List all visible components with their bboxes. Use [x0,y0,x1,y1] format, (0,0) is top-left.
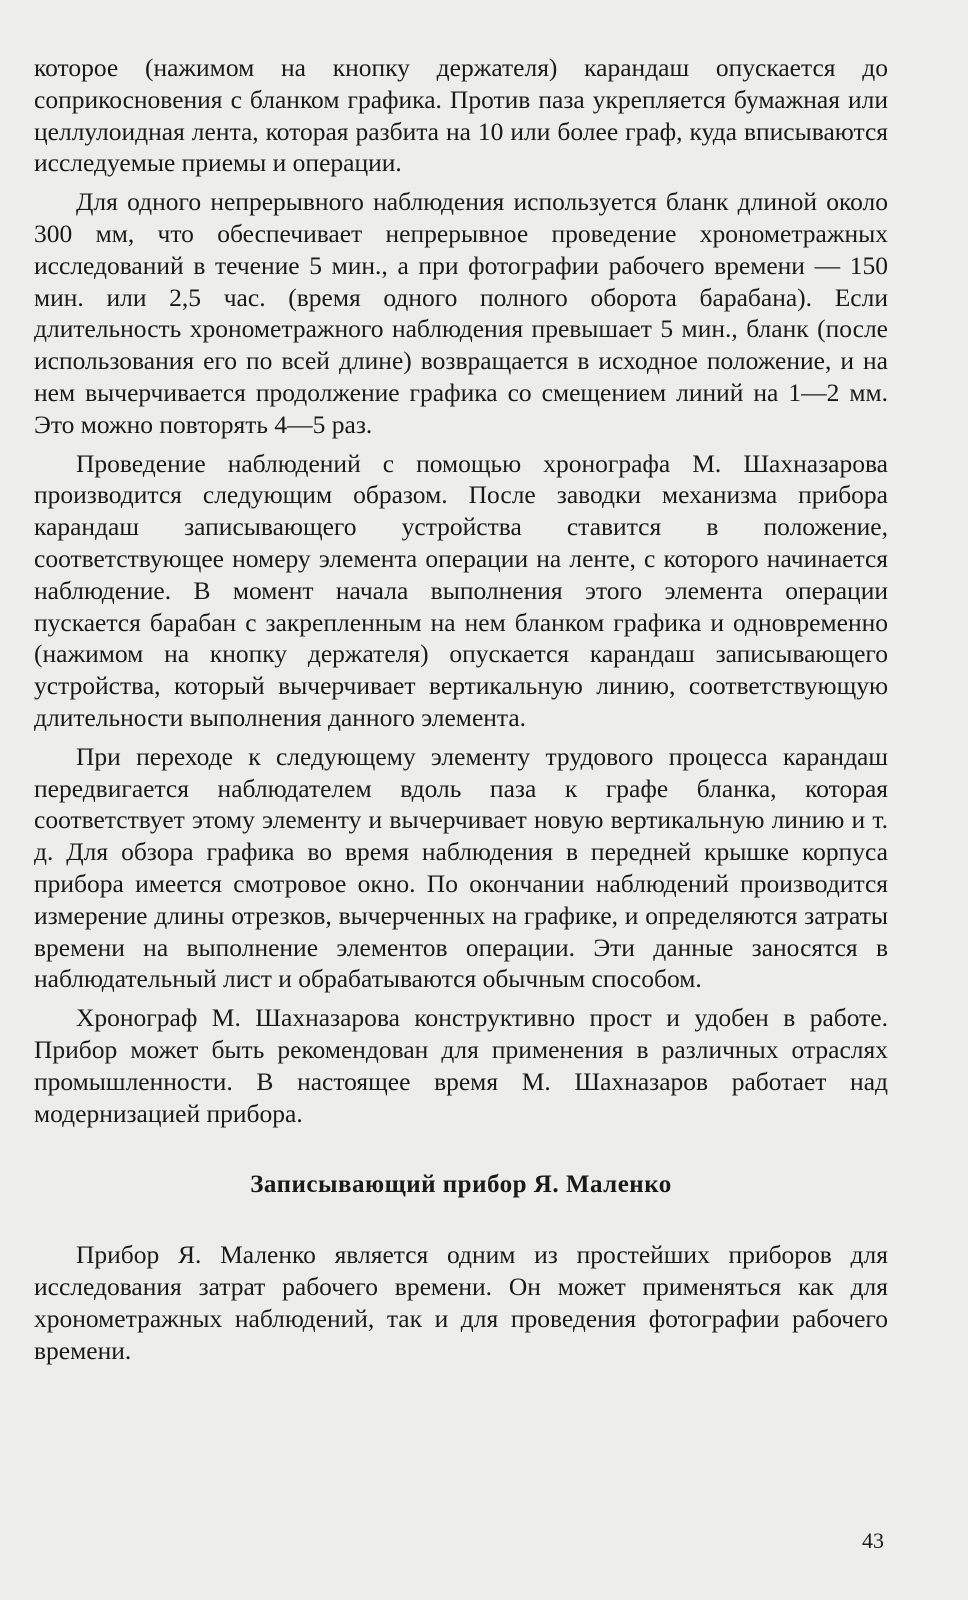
paragraph-continuation: которое (нажимом на кнопку держателя) карандаш опускается до соприкосновения с бланком графика. Против паза укрепляется бумажная или целлулоидная лента, которая разбита на 10 или более граф, куда вписываются исследуемые приемы и операции. [34,53,888,178]
paragraph-blank-length: Для одного непрерывного наблюдения используется бланк длиной около 300 мм, что обеспечивает непрерывное проведение хронометражных исследований в течение 5 мин., а при фотографии рабочего времени — 150 мин. или 2,5 час. (время одного полного оборота барабана). Если длительность хронометражного наблюдения превышает 5 мин., бланк (после использования его по всей длине) возвращается в исходное положение, и на нем вычерчивается продолжение графика со смещением линий на 1—2 мм. Это можно повторять 4—5 раз. [34,187,888,439]
page-number: 43 [862,1528,884,1553]
paragraph-next-element: При переходе к следующему элементу трудового процесса карандаш передвигается наблюдателем вдоль паза к графе бланка, которая соответствует этому элементу и вычерчивает новую вертикальную линию и т. д. Для обзора графика во время наблюдения в передней крышке корпуса прибора имеется смотровое окно. По окончании наблюдений производится измерение длины отрезков, вычерченных на графике, и определяются затраты времени на выполнение элементов операции. Эти данные заносятся в наблюдательный лист и обрабатываются обычным способом. [34,741,888,994]
page-body [34,52,888,1366]
paragraph-observation-procedure: Проведение наблюдений с помощью хронографа М. Шахназарова производится следующим образом. После заводки механизма прибора карандаш записывающего устройства ставится в положение, соответствующее номеру элемента операции на ленте, с которого начинается наблюдение. В момент начала выполнения этого элемента операции пускается барабан с закрепленным на нем бланком графика и одновременно (нажимом на кнопку держателя) опускается карандаш записывающего устройства, который вычерчивает вертикальную линию, соответствующую длительности выполнения данного элемента. [34,448,888,732]
paragraph-malenko-intro: Прибор Я. Маленко является одним из простейших приборов для исследования затрат рабочего времени. Он может применяться как для хронометражных наблюдений, так и для проведения фотографии рабочего времени. [34,1240,888,1365]
section-heading: Записывающий прибор Я. Маленко [250,1171,672,1199]
paragraph-conclusion: Хронограф М. Шахназарова конструктивно прост и удобен в работе. Прибор может быть рекомендован для применения в различных отраслях промышленности. В настоящее время М. Шахназаров работает над модернизацией прибора. [34,1003,888,1128]
